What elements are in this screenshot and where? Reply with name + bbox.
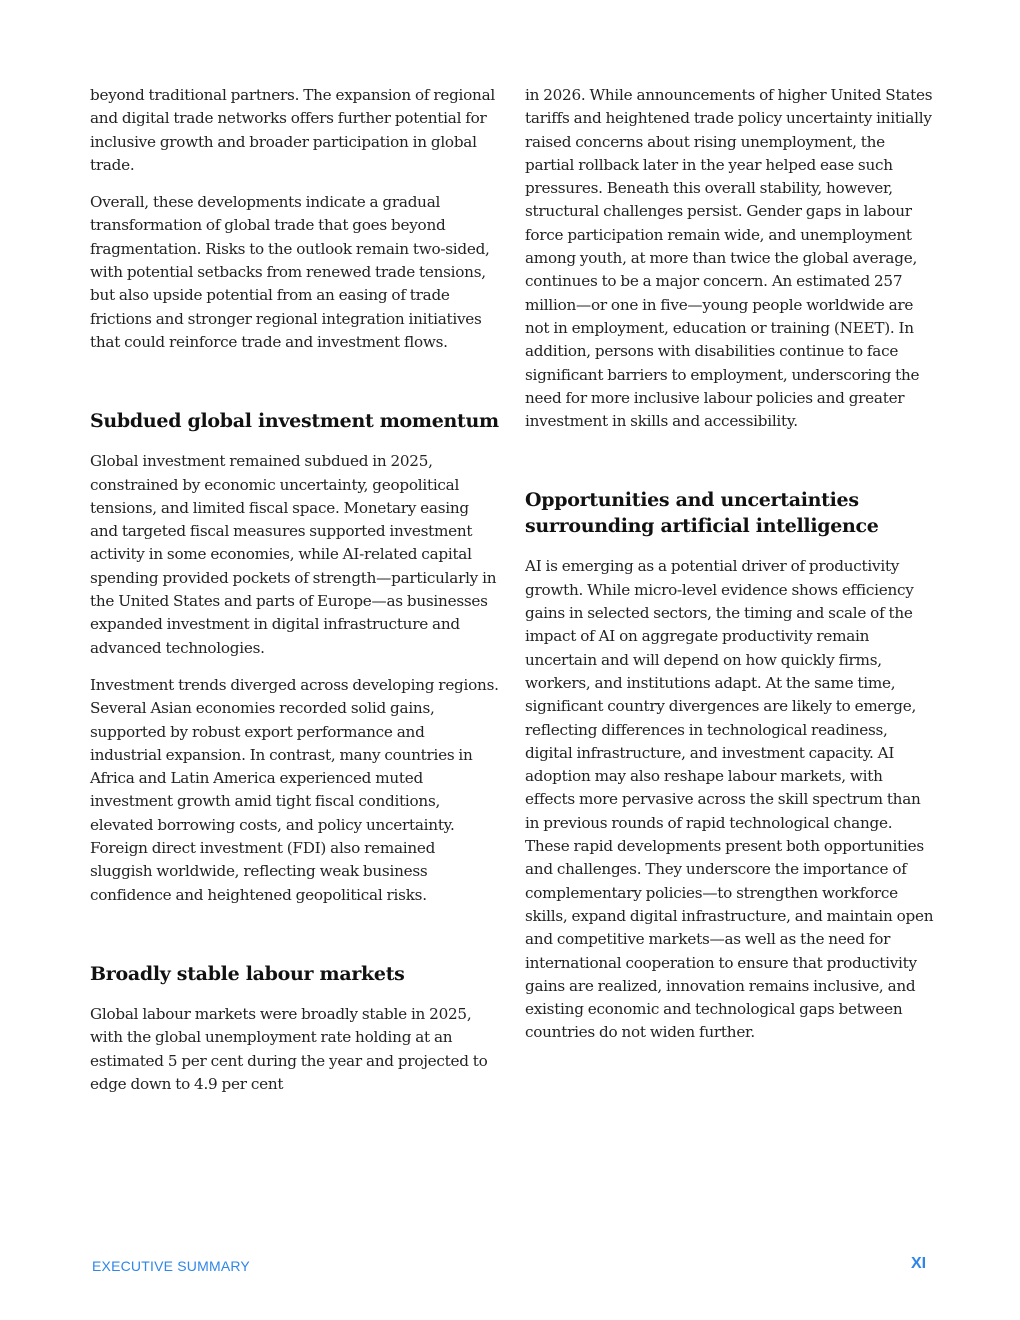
section-spacer — [90, 368, 500, 408]
paragraph-trade-networks: beyond traditional partners. The expansion of regional and digital trade networks offers further potential for inclusive growth and broader participation in global trade. — [90, 86, 496, 174]
paragraph-labour-start: Global labour markets were broadly stable in 2025, with the global unemployment rate holding at an estimated 5 per cent during the year and projected to edge down to 4.9 per cent — [90, 1004, 488, 1093]
paragraph-investment-2: Investment trends diverged across developing regions. Several Asian economies recorded solid gains, supported by robust export performance and industrial expansion. In contrast, many countries in Africa and Latin America experienced muted investment growth amid tight fiscal conditions, elevated borrowing costs, and policy uncertainty. Foreign direct investment (FDI) also remained sluggish worldwide, reflecting weak business confidence and heightened geopolitical risks. — [90, 675, 499, 904]
paragraph-trade-outlook: Overall, these developments indicate a gradual transformation of global trade that goes beyond fragmentation. Risks to the outlook remain two-sided, with potential setbacks from renewed trade tensions, but also upside potential from an easing of trade frictions and stronger regional integration initiatives that could reinforce trade and investment flows. — [90, 193, 490, 351]
footer-section-label: EXECUTIVE SUMMARY — [92, 1258, 250, 1274]
page-number: XI — [911, 1255, 927, 1272]
paragraph-labour-continued: in 2026. While announcements of higher United States tariffs and heightened trade policy uncertainty initially raised concerns about rising unemployment, the partial rollback later in the year helped ease such pressures. Beneath this overall stability, however, structural challenges persist. Gender gaps in labour force participation remain wide, and unemployment among youth, at more than twice the global average, continues to be a major concern. An estimated 257 million—or one in five—young people worldwide are not in employment, education or training (NEET). In addition, persons with disabilities continue to face significant barriers to employment, underscoring the need for more inclusive labour policies and greater investment in skills and accessibility. — [525, 86, 933, 431]
right-column — [525, 84, 935, 1059]
section-spacer — [525, 447, 935, 487]
heading-investment: Subdued global investment momentum — [90, 410, 499, 433]
heading-labour: Broadly stable labour markets — [90, 962, 405, 985]
heading-ai: Opportunities and uncertainties surrounding artificial intelligence — [525, 489, 879, 538]
section-spacer — [90, 921, 500, 961]
left-column — [90, 84, 500, 1110]
paragraph-investment-1: Global investment remained subdued in 2025, constrained by economic uncertainty, geopolitical tensions, and limited fiscal space. Monetary easing and targeted fiscal measures supported investment activity in some economies, while AI-related capital spending provided pockets of strength—particularly in the United States and parts of Europe—as businesses expanded investment in digital infrastructure and advanced technologies. — [90, 452, 497, 657]
paragraph-ai: AI is emerging as a potential driver of productivity growth. While micro-level evidence shows efficiency gains in selected sectors, the timing and scale of the impact of AI on aggregate productivity remain uncertain and will depend on how quickly firms, workers, and institutions adapt. At the same time, significant country divergences are likely to emerge, reflecting differences in technological readiness, digital infrastructure, and investment capacity. AI adoption may also reshape labour markets, with effects more pervasive across the skill spectrum than in previous rounds of rapid technological change. These rapid developments present both opportunities and challenges. They underscore the importance of complementary policies—to strengthen workforce skills, expand digital infrastructure, and maintain open and competitive markets—as well as the need for international cooperation to ensure that productivity gains are realized, innovation remains inclusive, and existing economic and technological gaps between countries do not widen further. — [525, 557, 934, 1042]
